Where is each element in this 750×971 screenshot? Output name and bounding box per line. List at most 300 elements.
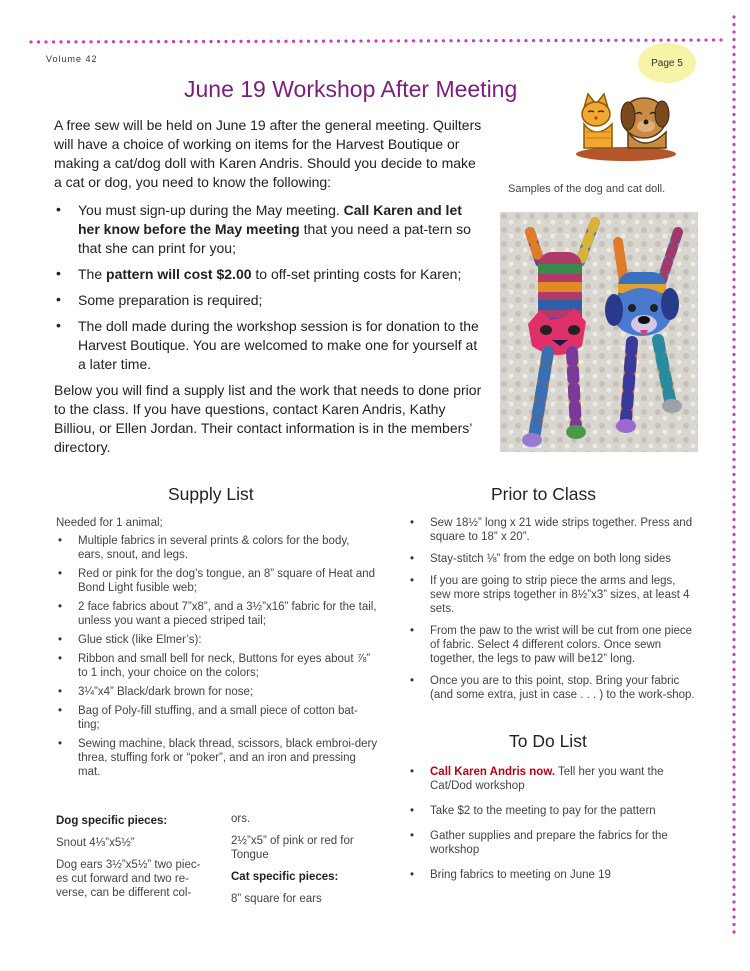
border-dot bbox=[732, 495, 735, 498]
border-dot bbox=[732, 98, 735, 101]
list-item bbox=[56, 600, 378, 628]
dog-snout: Snout 4⅓”x5½” bbox=[56, 837, 135, 849]
border-dot bbox=[427, 39, 430, 42]
border-dot bbox=[732, 45, 735, 48]
bullet-icon: • bbox=[58, 634, 63, 646]
border-dot bbox=[732, 833, 735, 836]
border-dot bbox=[674, 39, 677, 42]
volume-label: Volume 42 bbox=[46, 54, 98, 64]
bullet-icon: • bbox=[58, 568, 63, 580]
border-dot bbox=[659, 39, 662, 42]
border-dot bbox=[732, 855, 735, 858]
border-dot bbox=[732, 270, 735, 273]
list-item bbox=[408, 829, 698, 857]
border-dot bbox=[732, 660, 735, 663]
border-dot bbox=[457, 39, 460, 42]
border-dot bbox=[187, 40, 190, 43]
list-item-text: Sewing machine, black thread, scissors, black embroi-dery threa, stuffing fork or “poker”, and an iron and pressing mat. bbox=[78, 738, 378, 778]
cat-dog-clipart bbox=[566, 88, 684, 162]
border-dot bbox=[419, 39, 422, 42]
border-dot bbox=[667, 39, 670, 42]
dog-pieces-heading: Dog specific pieces: bbox=[56, 815, 168, 827]
border-dot bbox=[732, 510, 735, 513]
border-dot bbox=[689, 38, 692, 41]
border-dot bbox=[732, 848, 735, 851]
list-item-text: Gather supplies and prepare the fabrics for the workshop bbox=[430, 830, 668, 856]
border-dot bbox=[202, 40, 205, 43]
border-dot bbox=[732, 330, 735, 333]
border-dot bbox=[732, 233, 735, 236]
border-dot bbox=[367, 39, 370, 42]
border-dot bbox=[532, 39, 535, 42]
border-dot bbox=[732, 405, 735, 408]
intro-closing: Below you will find a supply list and the work that needs to done prior to the class. If you have questions, contact Karen Andris, Kathy Billiou, or Ellen Jordan. Their contact information is in the members’ directory. bbox=[54, 382, 482, 455]
border-dot bbox=[732, 623, 735, 626]
list-item bbox=[408, 624, 698, 666]
border-dot bbox=[157, 40, 160, 43]
dog-pieces-column bbox=[56, 814, 212, 908]
border-dot bbox=[487, 39, 490, 42]
border-dot bbox=[732, 735, 735, 738]
border-dot bbox=[732, 428, 735, 431]
border-dot bbox=[732, 705, 735, 708]
border-dot bbox=[277, 40, 280, 43]
border-dot bbox=[732, 713, 735, 716]
list-item bbox=[56, 737, 378, 779]
border-dot bbox=[449, 39, 452, 42]
border-dot bbox=[732, 278, 735, 281]
border-dot bbox=[74, 40, 77, 43]
border-dot bbox=[404, 39, 407, 42]
page-number: Page 5 bbox=[651, 57, 683, 69]
bullet-icon: • bbox=[58, 686, 63, 698]
border-dot bbox=[732, 315, 735, 318]
list-item-text: 3¼”x4” Black/dark brown for nose; bbox=[78, 686, 254, 698]
supply-list-heading: Supply List bbox=[168, 484, 254, 504]
border-dot bbox=[732, 728, 735, 731]
border-dot bbox=[119, 40, 122, 43]
bullet-text: The doll made during the workshop session is for donation to the Harvest Boutique. You are welcomed to make one for yourself at a later time. bbox=[78, 318, 479, 372]
bullet-text: Some preparation is required; bbox=[78, 292, 263, 308]
border-dot bbox=[732, 750, 735, 753]
border-dot bbox=[732, 390, 735, 393]
border-dot bbox=[479, 39, 482, 42]
border-dot bbox=[352, 39, 355, 42]
border-dot bbox=[732, 53, 735, 56]
border-dot bbox=[732, 473, 735, 476]
bullet-icon: • bbox=[58, 738, 63, 750]
photo-caption: Samples of the dog and cat doll. bbox=[508, 183, 666, 195]
border-dot bbox=[732, 675, 735, 678]
border-dot bbox=[732, 443, 735, 446]
border-dot bbox=[269, 40, 272, 43]
border-dot bbox=[732, 900, 735, 903]
border-dot bbox=[682, 39, 685, 42]
dog-tongue: 2½”x5” of pink or red for Tongue bbox=[231, 835, 354, 861]
to-do-list-heading: To Do List bbox=[509, 731, 587, 751]
border-dot bbox=[732, 300, 735, 303]
bullet-icon: • bbox=[58, 535, 63, 547]
page-number-badge bbox=[638, 43, 696, 83]
border-dot bbox=[599, 39, 602, 42]
supply-section bbox=[56, 516, 378, 784]
border-dot bbox=[732, 195, 735, 198]
border-dot bbox=[247, 40, 250, 43]
border-dot bbox=[89, 40, 92, 43]
border-dot bbox=[732, 135, 735, 138]
border-dot bbox=[44, 40, 47, 43]
border-dot bbox=[732, 203, 735, 206]
border-dot bbox=[37, 40, 40, 43]
border-dot bbox=[209, 40, 212, 43]
border-dot bbox=[732, 578, 735, 581]
border-dot bbox=[172, 40, 175, 43]
list-item bbox=[54, 201, 484, 258]
list-item-text: From the paw to the wrist will be cut from one piece of fabric. Select 4 different colors. Once sewn together, the legs to paw will be12” long. bbox=[430, 625, 693, 665]
list-item bbox=[54, 265, 484, 284]
bullet-icon: • bbox=[410, 805, 415, 817]
border-dot bbox=[329, 40, 332, 43]
bullet-icon: • bbox=[56, 317, 61, 333]
border-dot bbox=[732, 870, 735, 873]
border-dot bbox=[262, 40, 265, 43]
border-dot bbox=[59, 40, 62, 43]
border-dot bbox=[217, 40, 220, 43]
cat-pieces-heading: Cat specific pieces: bbox=[231, 871, 339, 883]
border-dot bbox=[732, 338, 735, 341]
border-dot bbox=[732, 308, 735, 311]
border-dot bbox=[697, 38, 700, 41]
border-dot bbox=[732, 180, 735, 183]
bullet-icon: • bbox=[56, 201, 61, 217]
bullet-icon: • bbox=[410, 675, 415, 687]
supply-lead: Needed for 1 animal; bbox=[56, 517, 163, 529]
list-item-text: Bring fabrics to meeting on June 19 bbox=[430, 869, 611, 881]
border-dot bbox=[732, 825, 735, 828]
list-item bbox=[56, 652, 378, 680]
border-dot bbox=[112, 40, 115, 43]
page-title: June 19 Workshop After Meeting bbox=[184, 76, 518, 102]
border-dot bbox=[732, 840, 735, 843]
border-dot bbox=[732, 780, 735, 783]
border-dot bbox=[412, 39, 415, 42]
border-dot bbox=[164, 40, 167, 43]
list-item bbox=[408, 868, 698, 882]
list-item bbox=[408, 552, 698, 566]
border-dot bbox=[732, 150, 735, 153]
border-dot bbox=[732, 488, 735, 491]
list-item-text: Glue stick (like Elmer’s): bbox=[78, 634, 202, 646]
bullet-text: that you need a pat-tern so that she can print for you; bbox=[78, 221, 471, 256]
border-dot bbox=[732, 345, 735, 348]
bullet-icon: • bbox=[58, 705, 63, 717]
border-dot bbox=[732, 758, 735, 761]
bullet-icon: • bbox=[410, 553, 415, 565]
list-item-text: Red or pink for the dog’s tongue, an 8” square of Heat and Bond Light fusible web; bbox=[78, 568, 376, 594]
dog-ears: Dog ears 3½”x5½” two piec-es cut forward and two re-verse, can be different col- bbox=[56, 859, 201, 899]
border-dot bbox=[732, 548, 735, 551]
border-dot bbox=[322, 40, 325, 43]
bullet-icon: • bbox=[410, 625, 415, 637]
border-dot bbox=[637, 39, 640, 42]
border-dot bbox=[299, 40, 302, 43]
list-item bbox=[408, 674, 698, 702]
border-dot bbox=[622, 39, 625, 42]
border-dot bbox=[224, 40, 227, 43]
border-dot bbox=[732, 773, 735, 776]
border-dot bbox=[732, 698, 735, 701]
border-dot bbox=[592, 39, 595, 42]
border-dot bbox=[732, 743, 735, 746]
border-dot bbox=[732, 398, 735, 401]
list-item bbox=[56, 534, 378, 562]
border-dot bbox=[397, 39, 400, 42]
border-dot bbox=[732, 915, 735, 918]
border-dot bbox=[732, 555, 735, 558]
border-dot bbox=[732, 788, 735, 791]
border-dot bbox=[569, 39, 572, 42]
border-dot bbox=[629, 39, 632, 42]
border-dot bbox=[607, 39, 610, 42]
bullet-icon: • bbox=[410, 575, 415, 587]
border-dot bbox=[732, 585, 735, 588]
border-dot bbox=[142, 40, 145, 43]
border-dot bbox=[732, 353, 735, 356]
border-dot bbox=[732, 503, 735, 506]
border-dot bbox=[732, 885, 735, 888]
border-dot bbox=[382, 39, 385, 42]
border-dot bbox=[732, 90, 735, 93]
border-dot bbox=[732, 480, 735, 483]
list-item-text: Bag of Poly-fill stuffing, and a small piece of cotton bat-ting; bbox=[78, 705, 358, 731]
bullet-icon: • bbox=[58, 653, 63, 665]
doll-photo bbox=[500, 212, 698, 452]
border-dot bbox=[732, 810, 735, 813]
list-item bbox=[408, 765, 698, 793]
bullet-icon: • bbox=[58, 601, 63, 613]
border-dot bbox=[732, 653, 735, 656]
list-item-text: If you are going to strip piece the arms and legs, sew more strips together in 8½”x3” sizes, at least 4 sets. bbox=[430, 575, 690, 615]
dotted-border-top bbox=[28, 38, 723, 46]
list-item-text: 2 face fabrics about 7”x8”, and a 3½”x16” fabric for the tail, unless you want a pieced striped tail; bbox=[78, 601, 377, 627]
border-dot bbox=[732, 218, 735, 221]
border-dot bbox=[584, 39, 587, 42]
border-dot bbox=[732, 38, 735, 41]
todo-section bbox=[408, 765, 698, 889]
list-item bbox=[408, 516, 698, 544]
border-dot bbox=[502, 39, 505, 42]
border-dot bbox=[732, 533, 735, 536]
border-dot bbox=[337, 40, 340, 43]
dog-ears-continued: ors. bbox=[231, 813, 251, 825]
border-dot bbox=[732, 60, 735, 63]
border-dot bbox=[732, 30, 735, 33]
border-dot bbox=[732, 263, 735, 266]
border-dot bbox=[732, 165, 735, 168]
list-item-text: Take $2 to the meeting to pay for the pattern bbox=[430, 805, 656, 817]
bullet-icon: • bbox=[410, 517, 415, 529]
border-dot bbox=[732, 383, 735, 386]
border-dot bbox=[562, 39, 565, 42]
border-dot bbox=[732, 375, 735, 378]
border-dot bbox=[732, 803, 735, 806]
border-dot bbox=[539, 39, 542, 42]
border-dot bbox=[732, 645, 735, 648]
border-dot bbox=[732, 458, 735, 461]
call-karen-highlight: Call Karen Andris now. bbox=[430, 766, 556, 778]
pieces-continued-column bbox=[231, 812, 381, 914]
bullet-icon: • bbox=[410, 830, 415, 842]
border-dot bbox=[732, 413, 735, 416]
border-dot bbox=[732, 765, 735, 768]
border-dot bbox=[732, 143, 735, 146]
border-dot bbox=[732, 240, 735, 243]
border-dot bbox=[547, 39, 550, 42]
border-dot bbox=[232, 40, 235, 43]
border-dot bbox=[732, 608, 735, 611]
border-dot bbox=[104, 40, 107, 43]
border-dot bbox=[732, 630, 735, 633]
border-dot bbox=[732, 23, 735, 26]
border-dot bbox=[389, 39, 392, 42]
border-dot bbox=[732, 248, 735, 251]
prior-to-class-heading: Prior to Class bbox=[491, 484, 597, 504]
border-dot bbox=[732, 818, 735, 821]
intro-paragraph: A free sew will be held on June 19 after the general meeting. Quilters will have a choice of working on items for the Harvest Boutique or making a cat/dog doll with Karen Andris. Should you decide to make a cat or dog, you need to know the following: bbox=[54, 117, 482, 190]
border-dot bbox=[732, 615, 735, 618]
list-item bbox=[56, 567, 378, 595]
border-dot bbox=[732, 518, 735, 521]
border-dot bbox=[732, 923, 735, 926]
border-dot bbox=[732, 293, 735, 296]
border-dot bbox=[732, 420, 735, 423]
bullet-text: The bbox=[78, 266, 107, 282]
border-dot bbox=[732, 210, 735, 213]
list-item bbox=[56, 704, 378, 732]
supply-items bbox=[56, 534, 378, 779]
border-dot bbox=[359, 39, 362, 42]
border-dot bbox=[732, 600, 735, 603]
border-dot bbox=[732, 360, 735, 363]
border-dot bbox=[732, 158, 735, 161]
list-item bbox=[408, 804, 698, 818]
bullet-icon: • bbox=[410, 869, 415, 881]
list-item bbox=[56, 633, 378, 647]
border-dot bbox=[314, 40, 317, 43]
border-dot bbox=[292, 40, 295, 43]
bullet-icon: • bbox=[56, 265, 61, 281]
intro-bullets bbox=[54, 201, 484, 374]
border-dot bbox=[719, 38, 722, 41]
bullet-text: You must sign-up during the May meeting. bbox=[78, 202, 344, 218]
border-dot bbox=[732, 465, 735, 468]
list-item-text: Stay-stitch ⅛” from the edge on both long sides bbox=[430, 553, 671, 565]
border-dot bbox=[732, 863, 735, 866]
border-dot bbox=[732, 68, 735, 71]
border-dot bbox=[732, 255, 735, 258]
list-item-text: Sew 18½” long x 21 wide strips together. Press and square to 18” x 20”. bbox=[430, 517, 693, 543]
border-dot bbox=[732, 15, 735, 18]
border-dot bbox=[732, 720, 735, 723]
bullet-emphasis: Call Karen and let her know before the May meeting bbox=[78, 202, 462, 237]
border-dot bbox=[374, 39, 377, 42]
todo-items bbox=[408, 765, 698, 882]
border-dot bbox=[509, 39, 512, 42]
bullet-emphasis: pattern will cost $2.00 bbox=[106, 266, 252, 282]
list-item bbox=[56, 685, 378, 699]
prior-section bbox=[408, 516, 698, 707]
border-dot bbox=[614, 39, 617, 42]
border-dot bbox=[732, 323, 735, 326]
border-dot bbox=[29, 40, 32, 43]
border-dot bbox=[732, 570, 735, 573]
border-dot bbox=[307, 40, 310, 43]
list-item bbox=[54, 291, 484, 310]
border-dot bbox=[704, 38, 707, 41]
border-dot bbox=[732, 188, 735, 191]
border-dot bbox=[732, 795, 735, 798]
border-dot bbox=[434, 39, 437, 42]
border-dot bbox=[732, 128, 735, 131]
list-item-text: Multiple fabrics in several prints & colors for the body, ears, snout, and legs. bbox=[78, 535, 350, 561]
border-dot bbox=[194, 40, 197, 43]
border-dot bbox=[732, 173, 735, 176]
border-dot bbox=[732, 690, 735, 693]
border-dot bbox=[732, 668, 735, 671]
border-dot bbox=[732, 120, 735, 123]
border-dot bbox=[732, 930, 735, 933]
border-dot bbox=[52, 40, 55, 43]
intro-section bbox=[54, 116, 484, 457]
border-dot bbox=[239, 40, 242, 43]
list-item bbox=[54, 317, 484, 374]
border-dot bbox=[732, 683, 735, 686]
border-dot bbox=[149, 40, 152, 43]
bullet-text: to off-set printing costs for Karen; bbox=[251, 266, 462, 282]
bullet-icon: • bbox=[410, 766, 415, 778]
bullet-icon: • bbox=[56, 291, 61, 307]
border-dot bbox=[442, 39, 445, 42]
list-item-text: Tell her you want the Cat/Dod workshop bbox=[430, 766, 664, 792]
border-dot bbox=[732, 525, 735, 528]
list-item-text: Once you are to this point, stop. Bring your fabric (and some extra, just in case . . . ) to the work-shop. bbox=[430, 675, 695, 701]
border-dot bbox=[652, 39, 655, 42]
border-dot bbox=[344, 39, 347, 42]
border-dot bbox=[732, 83, 735, 86]
border-dot bbox=[644, 39, 647, 42]
border-dot bbox=[712, 38, 715, 41]
border-dot bbox=[732, 638, 735, 641]
border-dot bbox=[494, 39, 497, 42]
border-dot bbox=[732, 435, 735, 438]
border-dot bbox=[732, 878, 735, 881]
border-dot bbox=[732, 113, 735, 116]
border-dot bbox=[732, 75, 735, 78]
border-dot bbox=[517, 39, 520, 42]
border-dot bbox=[254, 40, 257, 43]
border-dot bbox=[732, 540, 735, 543]
border-dot bbox=[577, 39, 580, 42]
border-dot bbox=[732, 893, 735, 896]
border-dot bbox=[732, 563, 735, 566]
border-dot bbox=[67, 40, 70, 43]
dotted-border-right bbox=[730, 14, 738, 939]
border-dot bbox=[82, 40, 85, 43]
border-dot bbox=[127, 40, 130, 43]
border-dot bbox=[134, 40, 137, 43]
border-dot bbox=[732, 285, 735, 288]
border-dot bbox=[732, 450, 735, 453]
